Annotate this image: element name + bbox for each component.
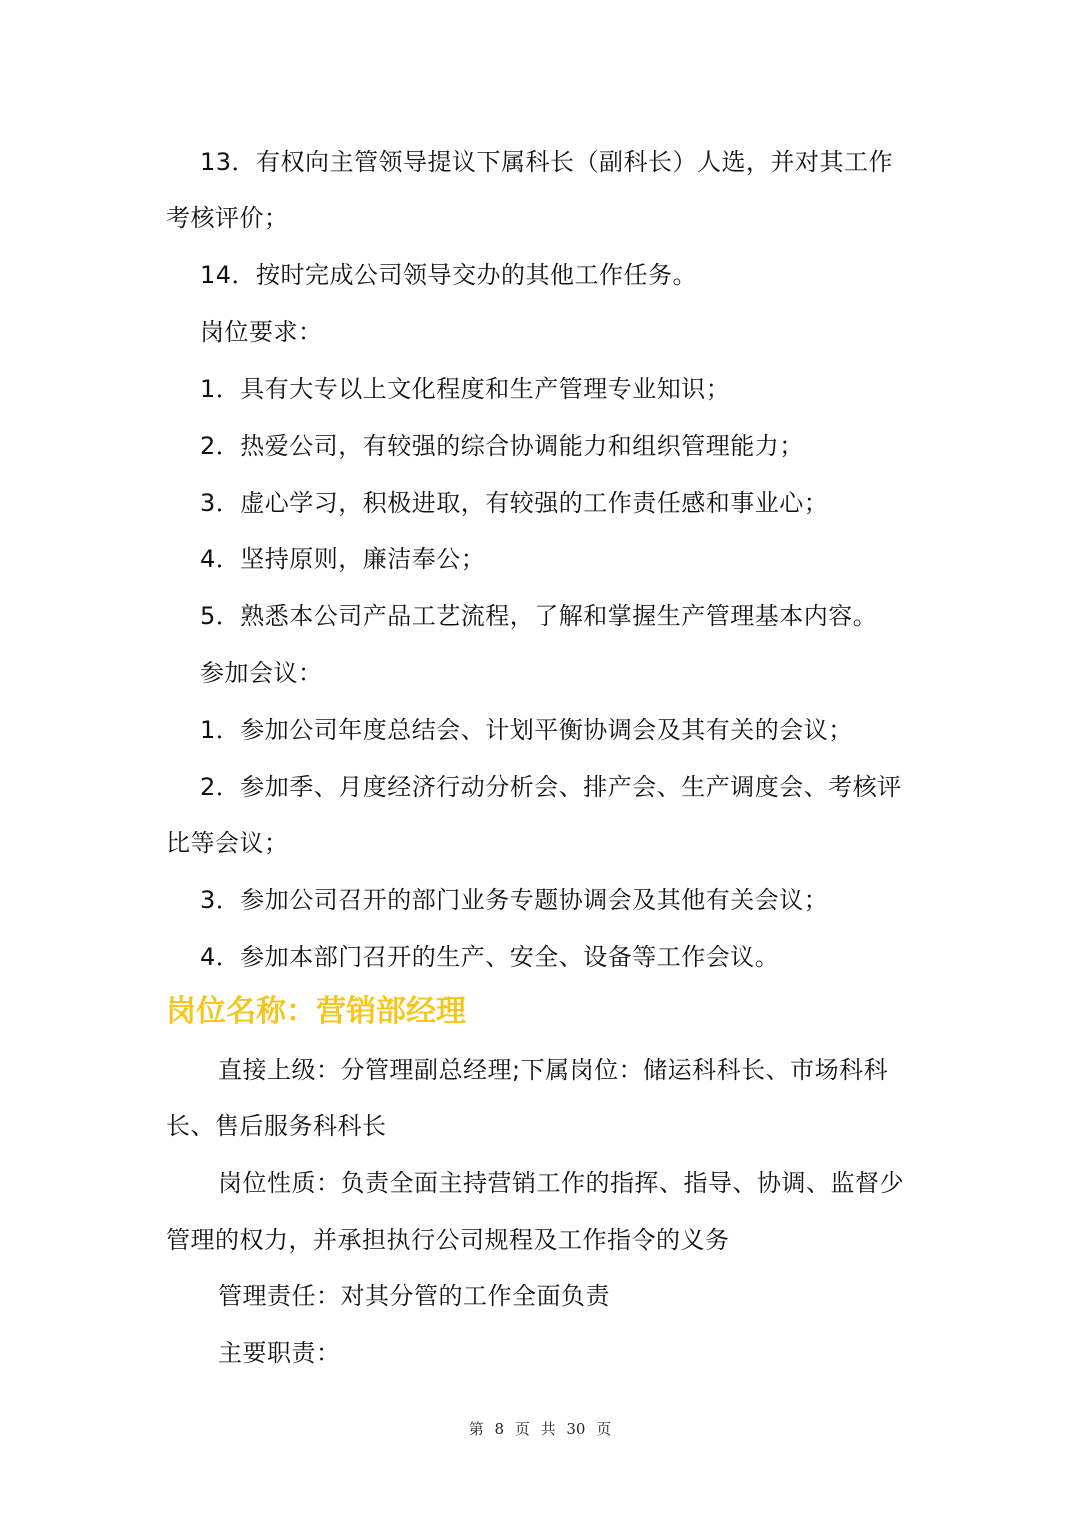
meeting-2-line-1: 2．参加季、月度经济行动分析会、排产会、生产调度会、考核评 [200, 773, 902, 801]
main-duties-title: 主要职责： [218, 1339, 341, 1367]
meetings-title: 参加会议： [200, 659, 323, 687]
item-13-line-1: 13．有权向主管领导提议下属科长（副科长）人选，并对其工作 [200, 148, 894, 176]
requirement-5: 5．熟悉本公司产品工艺流程，了解和掌握生产管理基本内容。 [200, 602, 878, 630]
requirement-1: 1．具有大专以上文化程度和生产管理专业知识； [200, 375, 731, 403]
superior-line-2: 长、售后服务科科长 [166, 1112, 387, 1140]
nature-line-1: 岗位性质：负责全面主持营销工作的指挥、指导、协调、监督少 [218, 1169, 904, 1197]
management-responsibility: 管理责任：对其分管的工作全面负责 [218, 1282, 610, 1310]
requirement-4: 4．坚持原则，廉洁奉公； [200, 545, 486, 573]
section-heading: 岗位名称：营销部经理 [166, 994, 466, 1029]
item-13-line-2: 考核评价； [166, 204, 289, 232]
requirement-2: 2．热爱公司，有较强的综合协调能力和组织管理能力； [200, 432, 804, 460]
requirements-title: 岗位要求： [200, 318, 323, 346]
item-14: 14．按时完成公司领导交办的其他工作任务。 [200, 261, 698, 289]
meeting-3: 3．参加公司召开的部门业务专题协调会及其他有关会议； [200, 886, 829, 914]
requirement-3: 3．虚心学习，积极进取，有较强的工作责任感和事业心； [200, 489, 829, 517]
meeting-1: 1．参加公司年度总结会、计划平衡协调会及其有关的会议； [200, 716, 853, 744]
meeting-4: 4．参加本部门召开的生产、安全、设备等工作会议。 [200, 943, 780, 971]
page-footer: 第 8 页 共 30 页 [468, 1420, 612, 1438]
meeting-2-line-2: 比等会议； [166, 829, 289, 857]
nature-line-2: 管理的权力，并承担执行公司规程及工作指令的义务 [166, 1226, 730, 1254]
superior-line-1: 直接上级：分管理副总经理;下属岗位：储运科科长、市场科科 [218, 1056, 889, 1084]
